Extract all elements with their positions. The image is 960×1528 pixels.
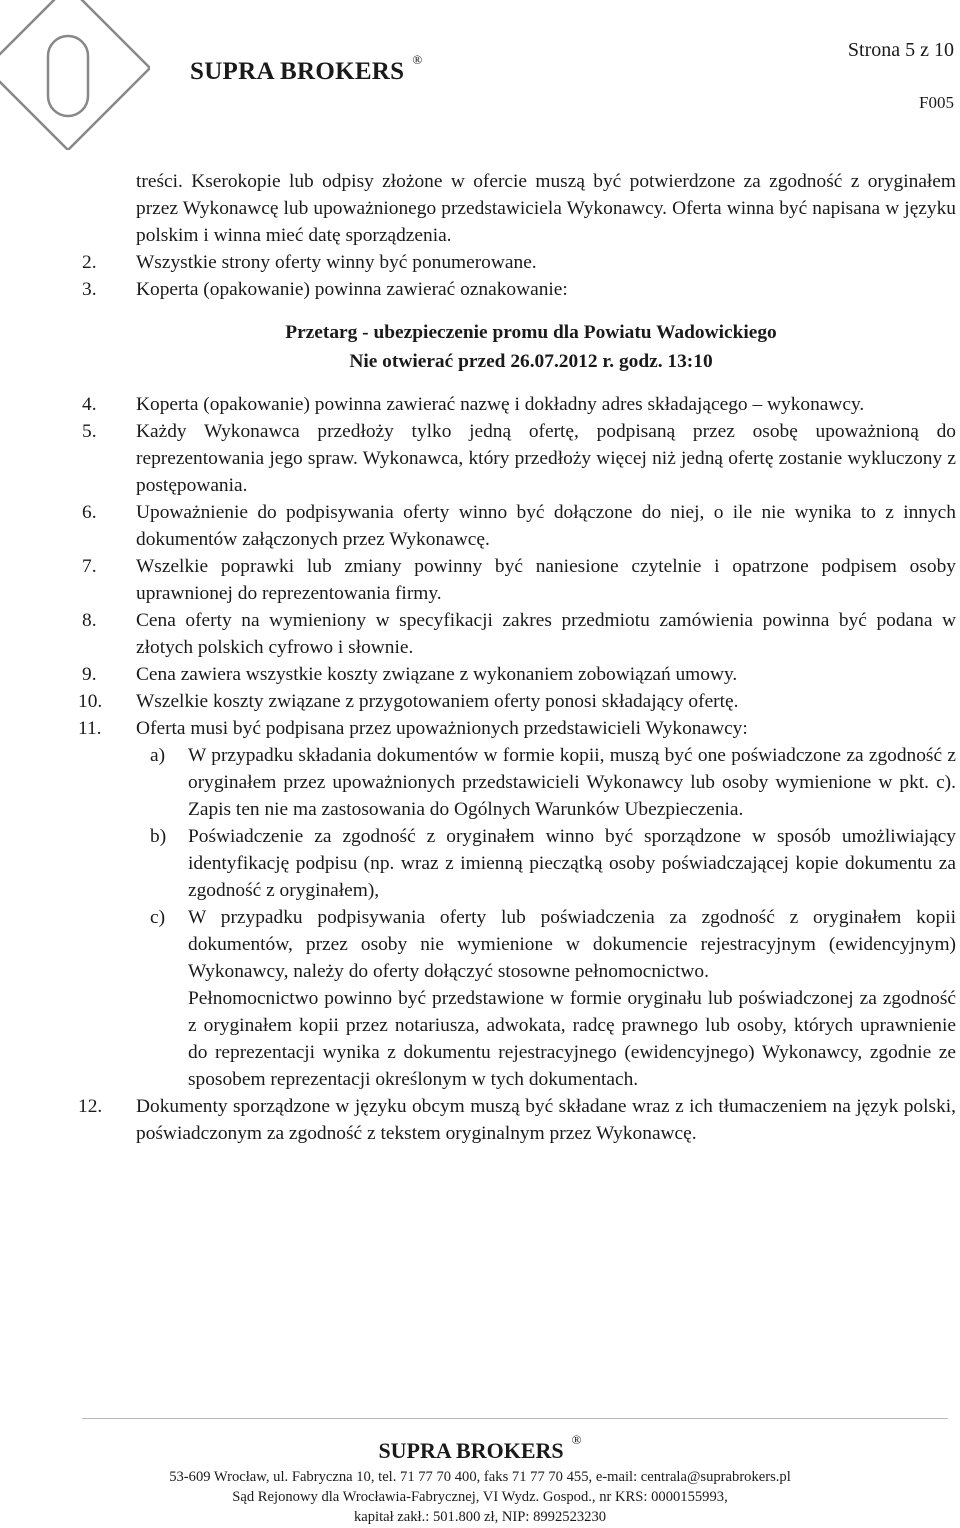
footer-registered-mark: ® (571, 1432, 582, 1447)
form-code: F005 (919, 93, 954, 112)
list-item-5 (82, 418, 956, 499)
list-number: 2. (82, 252, 97, 273)
list-number: 7. (82, 556, 97, 577)
header-brand-name: SUPRA BROKERS (190, 58, 405, 85)
list-number: 3. (82, 279, 97, 300)
list-item-8 (82, 607, 956, 661)
page-number: Strona 5 z 10 (847, 39, 954, 61)
list-text: Upoważnienie do podpisywania oferty winno być dołączone do niej, o ile nie wynika to z innych dokumentów załączonych przez Wykonawcę. (136, 502, 956, 550)
list-number: 6. (82, 502, 97, 523)
envelope-line-1: Przetarg - ubezpieczenie promu dla Powiatu Wadowickiego (285, 322, 777, 343)
list-number: 9. (82, 664, 97, 685)
sublist-item-b (136, 823, 956, 904)
footer-divider (82, 1418, 948, 1419)
sublist-text: W przypadku składania dokumentów w formie kopii, muszą być one poświadczone za zgodność z oryginałem przez upoważnionych przedstawicieli Wykonawcy lub osoby wymienione w pkt. c). Zapis ten nie ma zastosowania do Ogólnych Warunków Ubezpieczenia. (188, 745, 956, 820)
sublist-letter: b) (150, 826, 167, 847)
list-number: 4. (82, 394, 97, 415)
list-number: 12. (78, 1096, 103, 1117)
sublist-text: Poświadczenie za zgodność z oryginałem winno być sporządzone w sposób umożliwiający identyfikację podpisu (np. wraz z imienną pieczątką osoby poświadczającej kopie dokumentu za zgodność z oryginałem), (188, 826, 956, 901)
list-number: 5. (82, 421, 97, 442)
list-item-4 (82, 391, 956, 418)
list-item-6 (82, 499, 956, 553)
power-of-attorney-paragraph: Pełnomocnictwo powinno być przedstawione w formie oryginału lub poświadczonej za zgodność z oryginałem kopii przez notariusza, adwokata, radcę prawnego lub osoby, których uprawnienie do reprezentacji wynika z dokumentu rejestracyjnego (ewidencyjnego) Wykonawcy, zgodnie ze sposobem reprezentacji określonym w tych dokumentach. (188, 988, 956, 1090)
list-number: 10. (78, 691, 103, 712)
list-text: Każdy Wykonawca przedłoży tylko jedną ofertę, podpisaną przez osobę upoważnioną do reprezentowania jego spraw. Wykonawca, który przedłoży więcej niż jedną ofertę zostanie wykluczony z postępowania. (136, 421, 956, 496)
list-item-2 (82, 249, 956, 276)
intro-paragraph: treści. Kserokopie lub odpisy złożone w ofercie muszą być potwierdzone za zgodność z oryginałem przez Wykonawcę lub upoważnionego przedstawiciela Wykonawcy. Oferta winna być napisana w języku polskim i winna mieć datę sporządzenia. (136, 171, 956, 246)
list-item-7 (82, 553, 956, 607)
list-text: Wszystkie strony oferty winny być ponumerowane. (136, 252, 537, 273)
company-logo-icon (0, 0, 150, 150)
list-text: Koperta (opakowanie) powinna zawierać nazwę i dokładny adres składającego – wykonawcy. (136, 394, 865, 415)
sublist-letter: c) (150, 907, 166, 928)
footer-capital: kapitał zakł.: 501.800 zł, NIP: 8992523230 (353, 1509, 607, 1525)
document-body (78, 168, 956, 1147)
sublist-item-a (136, 742, 956, 823)
sublist-letter: a) (150, 745, 166, 766)
list-text: Dokumenty sporządzone w języku obcym muszą być składane wraz z ich tłumaczeniem na język polski, poświadczonym za zgodność z tekstem oryginalnym przez Wykonawcę. (136, 1096, 956, 1144)
list-item-12 (78, 1093, 956, 1147)
sublist-text: W przypadku podpisywania oferty lub poświadczenia za zgodność z oryginałem kopii dokumentów, przez osoby nie wymienione w dokumencie rejestracyjnym (ewidencyjnym) Wykonawcy, należy do oferty dołączyć stosowne pełnomocnictwo. (188, 907, 956, 982)
envelope-marking (106, 318, 956, 376)
footer-brand-name: SUPRA BROKERS (378, 1438, 564, 1463)
list-text: Koperta (opakowanie) powinna zawierać oznakowanie: (136, 279, 568, 300)
list-text: Cena zawiera wszystkie koszty związane z wykonaniem zobowiązań umowy. (136, 664, 738, 685)
footer-court: Sąd Rejonowy dla Wrocławia-Fabrycznej, VI Wydz. Gospod., nr KRS: 0000155993, (232, 1489, 728, 1505)
list-item-11 (78, 715, 956, 742)
list-text: Wszelkie poprawki lub zmiany powinny być naniesione czytelnie i opatrzone podpisem osoby uprawnionej do reprezentowania firmy. (136, 556, 956, 604)
list-text: Oferta musi być podpisana przez upoważnionych przedstawicieli Wykonawcy: (136, 718, 748, 739)
footer-brand (0, 1432, 960, 1464)
header-brand (190, 52, 423, 86)
footer-address: 53-609 Wrocław, ul. Fabryczna 10, tel. 71 77 70 400, faks 71 77 70 455, e-mail: centrala@suprabrokers.pl (169, 1469, 791, 1485)
sublist-item-c (136, 904, 956, 985)
list-number: 11. (78, 718, 102, 739)
list-text: Wszelkie koszty związane z przygotowaniem oferty ponosi składający ofertę. (136, 691, 739, 712)
envelope-line-2: Nie otwierać przed 26.07.2012 r. godz. 13:10 (349, 351, 713, 372)
list-item-3 (82, 276, 956, 303)
list-item-10 (78, 688, 956, 715)
list-number: 8. (82, 610, 97, 631)
list-text: Cena oferty na wymieniony w specyfikacji zakres przedmiotu zamówienia powinna być podana w złotych polskich cyfrowo i słownie. (136, 610, 956, 658)
registered-mark: ® (412, 52, 423, 67)
list-item-9 (82, 661, 956, 688)
